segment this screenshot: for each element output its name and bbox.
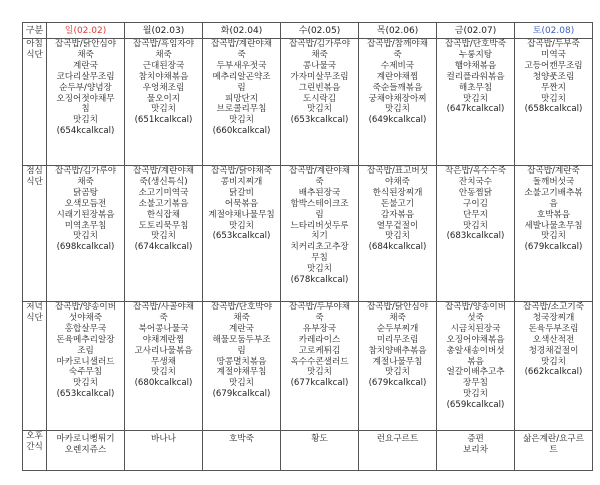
menu-item: 계절야채무침: [216, 367, 267, 378]
menu-item: 잡곡밥/계란야채: [132, 166, 194, 176]
menu-item: 안동찜닭: [458, 187, 493, 198]
menu-item: 죽순들깨볶음: [372, 82, 423, 93]
menu-item: 계절야채나물무침: [208, 209, 275, 220]
menu-item: 잡곡밥/두부야채: [288, 302, 350, 312]
menu-item: (698kcalkcal): [56, 242, 115, 253]
menu-item: 소불고기볶음: [138, 198, 189, 209]
menu-item: 도시락김: [302, 93, 337, 104]
header-label: 구분: [23, 23, 47, 39]
breakfast-menu-cell: [281, 39, 359, 166]
menu-item: 림: [237, 82, 246, 93]
menu-item: 채죽: [233, 312, 250, 323]
menu-item: 콩비지찌개: [220, 176, 263, 187]
menu-item: 땅콩멸치볶음: [216, 356, 267, 367]
menu-item: (653kcalkcal): [56, 389, 115, 400]
menu-item: (679kcalkcal): [212, 389, 271, 400]
menu-item: 순두부찌개: [376, 323, 419, 334]
snack-menu-cell: [437, 431, 515, 471]
breakfast-menu-cell: [359, 39, 437, 166]
menu-item: 돈육두부조림: [528, 323, 579, 334]
snack-menu-cell: [359, 431, 437, 471]
breakfast-row-label: [23, 39, 47, 166]
menu-item: 맛김치: [541, 231, 566, 242]
menu-item: 숙주무침: [68, 367, 103, 378]
day-header: [47, 23, 125, 39]
menu-item: 맛김치: [229, 115, 254, 126]
menu-item: (653kcalkcal): [212, 231, 271, 242]
menu-item: 무생채: [151, 356, 176, 367]
menu-item: (659kcalkcal): [446, 400, 505, 411]
menu-item: 근대된장국: [142, 60, 185, 71]
menu-item: 삶은계란/요구르: [522, 434, 584, 444]
menu-item: 맛김치: [73, 378, 98, 389]
lunch-menu-cell: [359, 166, 437, 302]
menu-item: 호박볶음: [536, 209, 571, 220]
menu-item: 가자미살무조림: [290, 71, 349, 82]
menu-item: 증편: [467, 434, 484, 444]
menu-item: 잡곡밥/닭야채죽: [210, 166, 272, 176]
menu-item: 림: [237, 345, 246, 356]
menu-item: (678kcalkcal): [290, 275, 349, 286]
menu-item: 얼갈이배추고추: [446, 367, 505, 378]
menu-item: 오색모듬전: [64, 198, 107, 209]
menu-item: 콩나물국: [302, 60, 337, 71]
menu-item: 계란국: [229, 323, 254, 334]
menu-item: (677kcalkcal): [290, 378, 349, 389]
menu-item: 잡곡밥/계란죽: [527, 166, 580, 176]
menu-item: 음: [549, 198, 558, 209]
menu-item: 맛김치: [73, 115, 98, 126]
menu-item: 시금치된장국: [450, 323, 501, 334]
menu-item: 카레라이스: [298, 334, 341, 345]
menu-item: 죽: [315, 176, 324, 187]
menu-item: 브로콜리무침: [216, 104, 267, 115]
menu-item: 미역국: [541, 49, 566, 60]
lunch-row-label: [23, 166, 47, 302]
menu-item: 섯죽: [467, 312, 484, 323]
menu-item: 런요구르트: [376, 434, 419, 444]
menu-item: 맛김치: [463, 93, 488, 104]
menu-item: 잡곡밥/두부죽: [527, 39, 580, 49]
lunch-menu-cell: [515, 166, 593, 302]
menu-item: 무짠지: [541, 82, 566, 93]
snack-row: [23, 431, 593, 471]
menu-item: (679kcalkcal): [368, 378, 427, 389]
menu-item: 메추리알곤약조: [212, 71, 271, 82]
menu-item: 맛김치: [463, 220, 488, 231]
menu-item: 단무지: [463, 209, 488, 220]
menu-item: 참치야채볶음: [138, 71, 189, 82]
menu-item: 맛김치: [307, 104, 332, 115]
menu-item: 코다리살무조림: [56, 71, 115, 82]
menu-item: 채죽: [389, 312, 406, 323]
snack-row-label: [23, 431, 47, 471]
dinner-menu-cell: [515, 302, 593, 431]
lunch-row: [23, 166, 593, 302]
day-label: 토(02.08): [532, 25, 575, 36]
row-label-line: 식단: [26, 49, 43, 60]
menu-item: 피망단지: [224, 93, 259, 104]
breakfast-menu-cell: [437, 39, 515, 166]
menu-item: 홍합살무국: [64, 323, 107, 334]
menu-item: 잡곡밥/표고버섯: [366, 166, 428, 176]
menu-item: 감자볶음: [380, 209, 415, 220]
menu-item: 잡곡밥/닭안심야: [54, 39, 116, 49]
lunch-menu-cell: [47, 166, 125, 302]
menu-item: 미역초무침: [64, 220, 107, 231]
menu-item: 한식된장찌개: [372, 187, 423, 198]
menu-item: 북어콩나물국: [138, 323, 189, 334]
menu-item: 채죽: [155, 49, 172, 60]
menu-item: 트: [549, 444, 558, 455]
menu-item: 잡곡밥/계란야채: [210, 39, 272, 49]
lunch-menu-cell: [281, 166, 359, 302]
menu-item: 돈육메추리알장: [56, 334, 115, 345]
menu-item: 소고기미역국: [138, 187, 189, 198]
menu-item: 그린빈볶음: [298, 82, 341, 93]
menu-item: 맛김치: [151, 231, 176, 242]
menu-item: 맛김치: [73, 231, 98, 242]
menu-item: 돌깨버섯국: [532, 176, 575, 187]
menu-item: 총알새송이버섯: [446, 345, 505, 356]
menu-item: 청국장찌개: [532, 312, 575, 323]
day-header: [515, 23, 593, 39]
dinner-menu-cell: [281, 302, 359, 431]
header-row: [23, 23, 593, 39]
menu-item: 볶음: [467, 356, 484, 367]
snack-menu-cell: [281, 431, 359, 471]
menu-item: 오색산적전: [532, 334, 575, 345]
menu-item: 야채계란찜: [142, 334, 185, 345]
menu-item: 잡곡밥/닭안심야: [366, 302, 428, 312]
menu-item: 함박스테이크조: [290, 198, 349, 209]
dinner-row-label: [23, 302, 47, 431]
day-header: [437, 23, 515, 39]
menu-item: 계란야채찜: [376, 71, 419, 82]
menu-item: 유부장국: [302, 323, 337, 334]
menu-item: (662kcalkcal): [524, 367, 583, 378]
menu-item: 잔치국수: [458, 176, 493, 187]
snack-menu-cell: [47, 431, 125, 471]
menu-item: 잡곡밥/소고기죽: [522, 302, 584, 312]
menu-item: 잡곡밥/양송이버: [54, 302, 116, 312]
menu-item: 돈불고기: [380, 198, 415, 209]
row-label-line: 식단: [26, 176, 43, 187]
menu-item: 닭곰탕: [73, 187, 98, 198]
menu-item: 계란국: [73, 60, 98, 71]
menu-item: 마카로니샐러드: [56, 356, 115, 367]
menu-item: 죽: [315, 312, 324, 323]
lunch-menu-cell: [203, 166, 281, 302]
dinner-menu-cell: [203, 302, 281, 431]
menu-item: 섯야채죽: [68, 312, 103, 323]
breakfast-menu-cell: [515, 39, 593, 166]
day-header: [281, 23, 359, 39]
menu-item: 맛김치: [541, 356, 566, 367]
menu-item: 누룽지탕: [458, 49, 493, 60]
menu-item: 잡곡밥/단호박야: [210, 302, 272, 312]
menu-item: 해물모둠두부조: [212, 334, 271, 345]
menu-item: 청경채겉절이: [528, 345, 579, 356]
menu-item: 무침: [311, 253, 328, 264]
menu-item: 잡곡밥/김가루야: [54, 166, 116, 176]
menu-item: (660kcalkcal): [212, 126, 271, 137]
menu-item: 침: [81, 104, 90, 115]
menu-item: 맛김치: [463, 389, 488, 400]
menu-item: (654kcalkcal): [56, 126, 115, 137]
menu-item: 보리차: [463, 444, 488, 455]
menu-item: 죽(생신특식): [139, 176, 188, 187]
menu-item: 채죽: [77, 176, 94, 187]
menu-item: 소불고기배추볶: [524, 187, 583, 198]
snack-menu-cell: [203, 431, 281, 471]
menu-item: 세발나물초무침: [524, 220, 583, 231]
menu-item: 맛김치: [229, 220, 254, 231]
menu-item: 장무침: [463, 378, 488, 389]
menu-item: 시래기된장볶음: [56, 209, 115, 220]
menu-item: 맛김치: [385, 231, 410, 242]
menu-item: 잡곡밥/참깨야채: [366, 39, 428, 49]
row-label-line: 식단: [26, 312, 43, 323]
menu-item: 두부새우젓국: [216, 60, 267, 71]
menu-item: 고로케튀김: [298, 345, 341, 356]
menu-item: 채죽: [311, 49, 328, 60]
row-label-line: 아침: [26, 39, 43, 49]
breakfast-row: [23, 39, 593, 166]
menu-item: (653kcalkcal): [290, 115, 349, 126]
row-label-line: 오후: [26, 431, 43, 441]
menu-item: 황도: [311, 434, 328, 444]
menu-item: 컬리플라워볶음: [446, 71, 505, 82]
menu-item: 느타리버섯두루: [290, 220, 349, 231]
dinner-menu-cell: [359, 302, 437, 431]
menu-item: 잡곡밥/양송이버: [444, 302, 506, 312]
menu-item: 조림: [77, 345, 94, 356]
menu-item: 림: [315, 209, 324, 220]
menu-item: 죽: [159, 312, 168, 323]
menu-item: 잡곡밥/김가루야: [288, 39, 350, 49]
menu-item: 바나나: [151, 434, 176, 444]
menu-item: 맛김치: [541, 93, 566, 104]
menu-item: (658kcalkcal): [524, 104, 583, 115]
menu-item: 계절나물무침: [372, 356, 423, 367]
menu-item: 미리무조림: [376, 334, 419, 345]
menu-item: 치커리초고추장: [290, 242, 349, 253]
menu-item: 도토리묵무침: [138, 220, 189, 231]
row-label-line: 저녁: [26, 302, 43, 312]
dinner-menu-cell: [47, 302, 125, 431]
day-header: [203, 23, 281, 39]
day-label: 수(02.05): [298, 25, 341, 36]
menu-item: 맛김치: [385, 104, 410, 115]
day-header: [359, 23, 437, 39]
menu-item: 채죽: [77, 49, 94, 60]
menu-item: (679kcalkcal): [524, 242, 583, 253]
menu-item: 치기: [311, 231, 328, 242]
menu-item: (674kcalkcal): [134, 242, 193, 253]
menu-item: 야채죽: [385, 176, 410, 187]
menu-item: 잡곡밥/사골야채: [132, 302, 194, 312]
day-label: 목(02.06): [376, 25, 419, 36]
menu-item: 햄야채볶음: [454, 60, 497, 71]
menu-item: 고등어캔무조림: [524, 60, 583, 71]
menu-item: 구이김: [463, 198, 488, 209]
menu-item: 잡곡밥/단호박죽: [444, 39, 506, 49]
menu-item: 맛김치: [307, 264, 332, 275]
menu-item: 한식잡채: [146, 209, 181, 220]
menu-item: 오징어젓야채무: [56, 93, 115, 104]
menu-item: (651kcalkcal): [134, 115, 193, 126]
row-label-line: 점심: [26, 166, 43, 176]
day-label: 월(02.03): [142, 25, 185, 36]
menu-item: 호박죽: [229, 434, 254, 444]
breakfast-menu-cell: [125, 39, 203, 166]
dinner-row: [23, 302, 593, 431]
menu-item: 우엉채조림: [142, 82, 185, 93]
weekly-menu-table: [22, 22, 593, 471]
menu-item: 맛김치: [307, 367, 332, 378]
day-label: 일(02.02): [64, 25, 107, 36]
menu-item: (683kcalkcal): [446, 231, 505, 242]
day-label: 금(02.07): [454, 25, 497, 36]
menu-item: 열무겉절이: [376, 220, 419, 231]
menu-item: 죽: [237, 49, 246, 60]
menu-item: 맛김치: [151, 367, 176, 378]
menu-item: 해초무침: [458, 82, 493, 93]
menu-item: 맛김치: [385, 367, 410, 378]
menu-item: 오렌지쥬스: [64, 444, 107, 455]
menu-item: 궁채야채장아찌: [368, 93, 427, 104]
menu-item: 오징어야채볶음: [446, 334, 505, 345]
menu-item: 어묵볶음: [224, 198, 259, 209]
menu-item: 고사리나물볶음: [134, 345, 193, 356]
menu-item: 청양풋조림: [532, 71, 575, 82]
menu-item: 죽: [393, 49, 402, 60]
menu-item: (684kcalkcal): [368, 242, 427, 253]
row-label-line: 간식: [26, 441, 43, 452]
menu-item: 순두부/양념장: [59, 82, 112, 93]
breakfast-menu-cell: [47, 39, 125, 166]
dinner-menu-cell: [437, 302, 515, 431]
snack-menu-cell: [515, 431, 593, 471]
day-label: 화(02.04): [220, 25, 263, 36]
breakfast-menu-cell: [203, 39, 281, 166]
menu-item: 참치양배추볶음: [368, 345, 427, 356]
menu-item: 맛김치: [229, 378, 254, 389]
menu-item: 작은밥/옥수수죽: [444, 166, 506, 176]
menu-item: (680kcalkcal): [134, 378, 193, 389]
menu-item: (649kcalkcal): [368, 115, 427, 126]
menu-item: 닭갈비: [229, 187, 254, 198]
menu-item: 수제비국: [380, 60, 415, 71]
menu-item: 배추된장국: [298, 187, 341, 198]
menu-item: 잡곡밥/계란야채: [288, 166, 350, 176]
snack-menu-cell: [125, 431, 203, 471]
menu-item: (647kcalkcal): [446, 104, 505, 115]
menu-item: 물오이지: [146, 93, 181, 104]
lunch-menu-cell: [437, 166, 515, 302]
day-header: [125, 23, 203, 39]
menu-item: 옥수수콘샐러드: [290, 356, 349, 367]
menu-item: 맛김치: [151, 104, 176, 115]
dinner-menu-cell: [125, 302, 203, 431]
menu-item: 잡곡밥/흑임자야: [132, 39, 194, 49]
menu-item: 마카로니뻥튀기: [56, 434, 115, 444]
lunch-menu-cell: [125, 166, 203, 302]
